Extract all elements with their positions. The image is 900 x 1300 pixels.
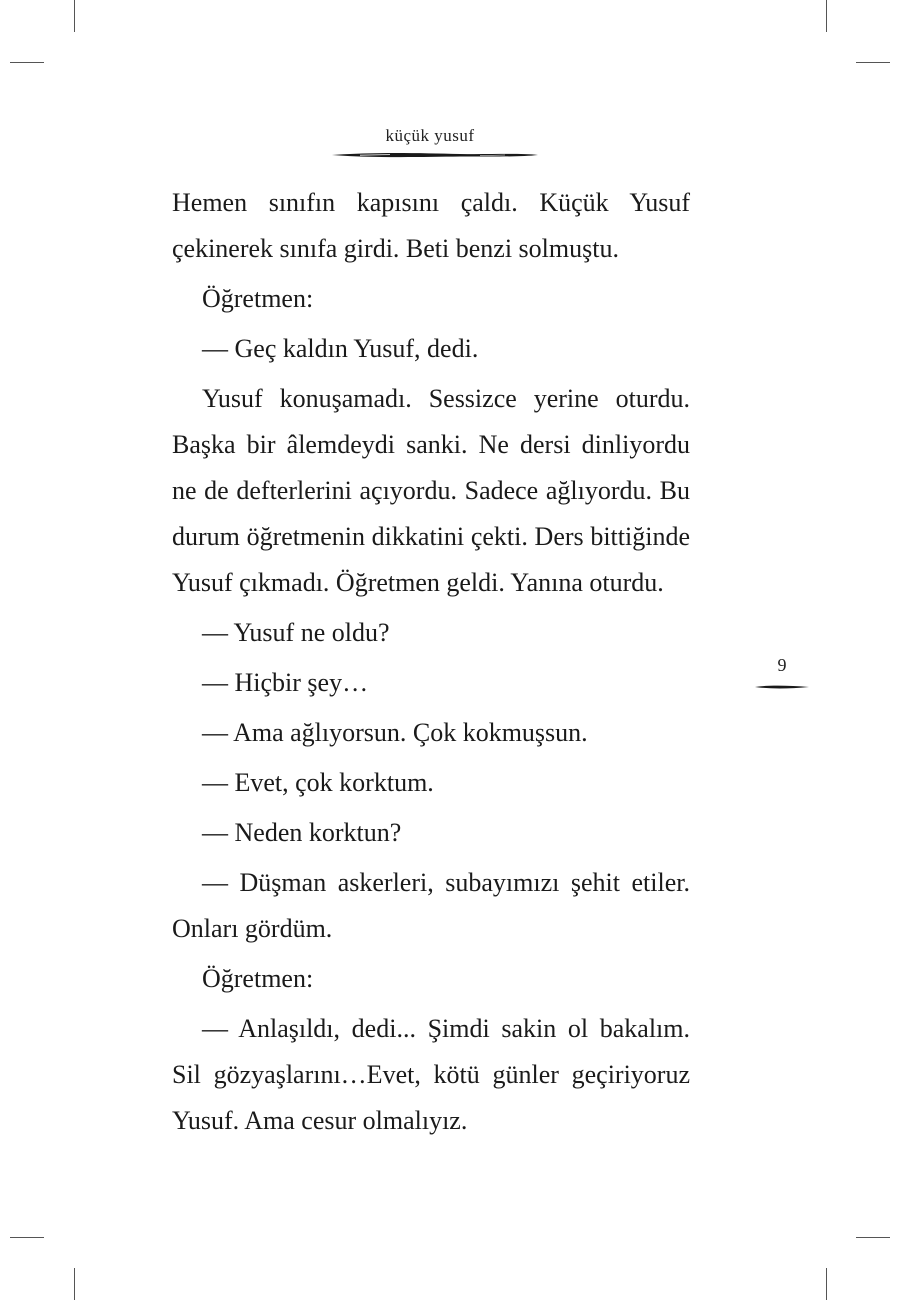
paragraph: — Anlaşıldı, dedi... Şimdi sakin ol bakalım. Sil gözyaşlarını…Evet, kötü günler geçiriyoruz Yusuf. Ama cesur olmalıyız. [172, 1014, 690, 1135]
brush-stroke-ornament [330, 150, 540, 160]
paragraph: — Hiçbir şey… [202, 668, 369, 697]
paragraph: — Neden korktun? [202, 818, 402, 847]
page-number-block [752, 655, 812, 695]
crop-mark-top-left-vertical [74, 0, 75, 32]
crop-mark-bottom-left-vertical [74, 1268, 75, 1300]
paragraph: — Yusuf ne oldu? [202, 618, 390, 647]
page-number-brush-ornament [754, 683, 810, 691]
paragraph: Yusuf konuşamadı. Sessizce yerine oturdu. Başka bir âlemdeydi sanki. Ne dersi dinliyordu ne de defterlerini açıyordu. Sadece ağlıyordu. Bu durum öğretmenin dikkatini çekti. Ders bittiğinde Yusuf çıkmadı. Öğretmen geldi. Yanına oturdu. [172, 384, 690, 597]
crop-mark-bottom-right-horizontal [856, 1237, 890, 1238]
paragraph: — Ama ağlıyorsun. Çok kokmuşsun. [202, 718, 588, 747]
crop-mark-bottom-right-vertical [826, 1268, 827, 1300]
crop-mark-bottom-left-horizontal [10, 1237, 44, 1238]
crop-mark-top-left-horizontal [10, 62, 44, 63]
page-number: 9 [777, 655, 787, 675]
paragraph: — Düşman askerleri, subayımızı şehit etiler. Onları gördüm. [172, 868, 690, 943]
crop-mark-top-right-horizontal [856, 62, 890, 63]
paragraph: Öğretmen: [202, 964, 314, 993]
paragraph: — Evet, çok korktum. [202, 768, 434, 797]
paragraph: Hemen sınıfın kapısını çaldı. Küçük Yusuf çekinerek sınıfa girdi. Beti benzi solmuştu. [172, 188, 690, 263]
running-head-title: küçük yusuf [385, 126, 475, 145]
crop-mark-top-right-vertical [826, 0, 827, 32]
paragraph: — Geç kaldın Yusuf, dedi. [202, 334, 479, 363]
running-head [330, 126, 530, 160]
body-text [172, 180, 690, 1148]
paragraph: Öğretmen: [202, 284, 314, 313]
